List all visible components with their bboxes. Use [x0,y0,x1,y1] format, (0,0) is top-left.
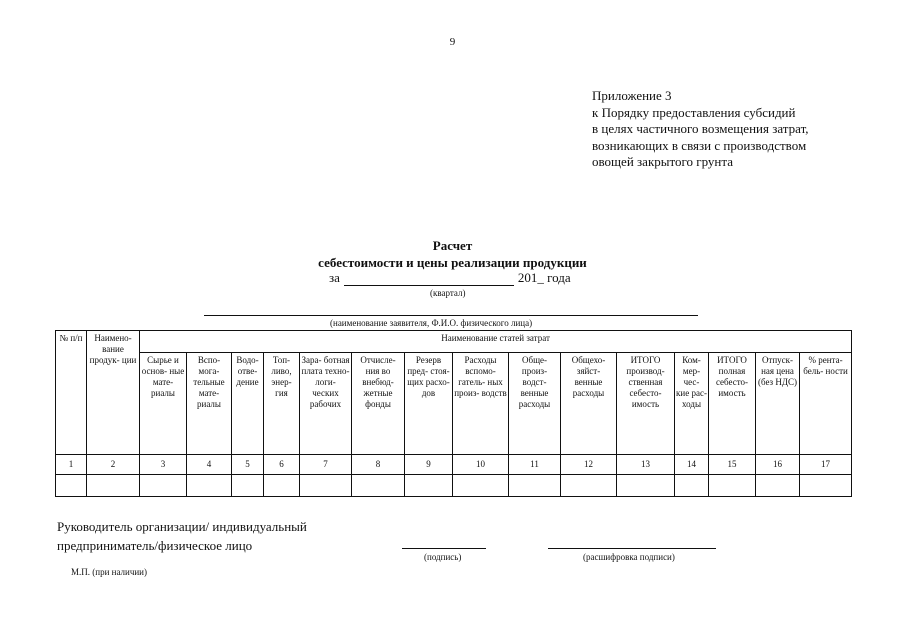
column-number: 1 [56,455,87,475]
header-cost-column: Отпуск- ная цена (без НДС) [756,353,800,455]
cost-table [55,330,852,497]
table-row [56,475,852,497]
column-number: 9 [405,455,453,475]
table-cell[interactable] [264,475,300,497]
header-cost-column: Водо- отве- дение [232,353,264,455]
header-cost-column: Резерв пред- стоя- щих расхо- дов [405,353,453,455]
quarter-blank [344,273,514,286]
header-cost-column: % рента- бель- ности [800,353,852,455]
header-cost-column: Сырье и основ- ные мате- риалы [140,353,187,455]
table-cell[interactable] [756,475,800,497]
table-cell[interactable] [232,475,264,497]
period-line [329,270,571,286]
applicant-caption: (наименование заявителя, Ф.И.О. физического лица) [330,318,533,328]
column-number: 6 [264,455,300,475]
column-number: 4 [187,455,232,475]
table-cell[interactable] [709,475,756,497]
table-cell[interactable] [800,475,852,497]
header-cost-column: Отчисле- ния во внебюд- жетные фонды [352,353,405,455]
column-number: 5 [232,455,264,475]
table-cell[interactable] [561,475,617,497]
table-cell[interactable] [187,475,232,497]
decode-blank-line [548,548,716,549]
header-cost-column: Расходы вспомо- гатель- ных произ- водств [453,353,509,455]
document-subtitle: себестоимости и цены реализации продукции [318,255,587,270]
table-cell[interactable] [509,475,561,497]
table-cell[interactable] [405,475,453,497]
column-number: 10 [453,455,509,475]
appendix-line: к Порядку предоставления субсидий [592,104,796,120]
header-cost-column: Зара- ботная плата техно- логи- ческих рабочих [300,353,352,455]
header-cost-column: ИТОГО полная себесто- имость [709,353,756,455]
column-number: 12 [561,455,617,475]
signature-caption: (подпись) [424,552,462,562]
period-prefix: за [329,270,340,285]
stamp-caption: М.П. (при наличии) [71,567,147,577]
decode-caption: (расшифровка подписи) [583,552,675,562]
header-cost-items: Наименование статей затрат [140,331,852,353]
table-cell[interactable] [453,475,509,497]
appendix-line: овощей закрытого грунта [592,154,733,169]
appendix-line: возникающих в связи с производством [592,137,807,153]
header-cost-column: ИТОГО производ- ственная себесто- имость [617,353,675,455]
header-cost-column: Ком- мер- чес- кие рас- ходы [675,353,709,455]
table-cell[interactable] [87,475,140,497]
column-number: 11 [509,455,561,475]
column-number: 8 [352,455,405,475]
header-cost-column: Топ- ливо, энер- гия [264,353,300,455]
appendix-block [592,88,809,171]
appendix-line: в целях частичного возмещения затрат, [592,121,809,136]
table-cell[interactable] [352,475,405,497]
header-product-name: Наимено- вание продук- ции [87,331,140,455]
document-title: Расчет [432,238,473,253]
column-number: 7 [300,455,352,475]
table-cell[interactable] [675,475,709,497]
table-cell[interactable] [300,475,352,497]
header-cost-column: Обще- произ- водст- венные расходы [509,353,561,455]
period-year: 201_ года [517,270,571,285]
quarter-caption: (квартал) [430,288,466,298]
page-number: 9 [449,36,456,48]
column-number: 3 [140,455,187,475]
header-cost-column: Общехо- зяйст- венные расходы [561,353,617,455]
column-number: 16 [756,455,800,475]
table-cell[interactable] [140,475,187,497]
header-no: № п/п [56,331,87,455]
column-number: 2 [87,455,140,475]
applicant-blank-line [204,315,698,316]
column-number: 15 [709,455,756,475]
appendix-line: Приложение 3 [592,88,672,103]
table-cell[interactable] [617,475,675,497]
column-number: 14 [675,455,709,475]
column-number: 17 [800,455,852,475]
signature-blank-line [402,548,486,549]
column-number: 13 [617,455,675,475]
signatory-line-2: предприниматель/физическое лицо [57,538,253,553]
table-cell[interactable] [56,475,87,497]
header-cost-column: Вспо- мога- тельные мате- риалы [187,353,232,455]
signatory-line-1: Руководитель организации/ индивидуальный [57,519,307,534]
